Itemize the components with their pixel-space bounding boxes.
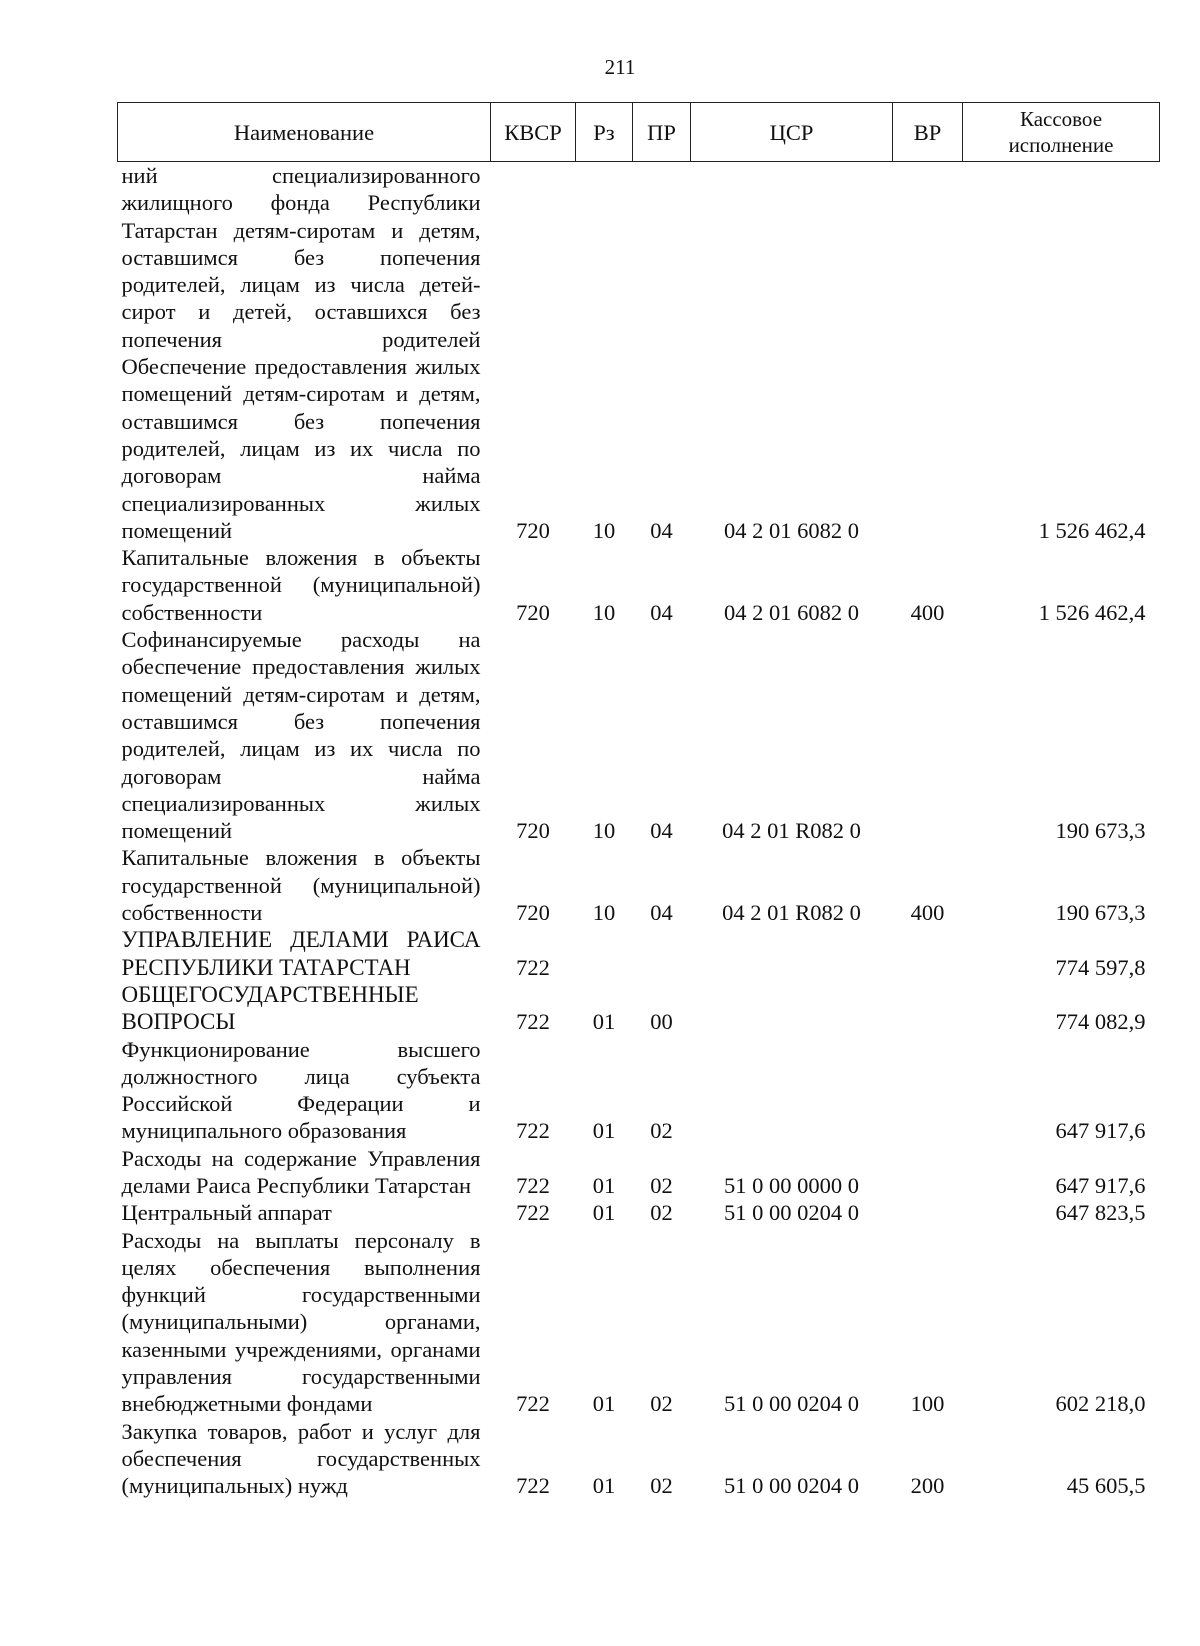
row-sum-cell: 45 605,5 bbox=[1066, 1473, 1146, 1499]
row-rz-cell: 01 bbox=[592, 1009, 616, 1035]
row-vr-cell bbox=[893, 1199, 963, 1226]
row-name-cell: ОБЩЕГОСУДАРСТВЕННЫЕ ВОПРОСЫ bbox=[121, 981, 419, 1035]
table-row bbox=[118, 353, 1160, 544]
row-vr-cell bbox=[893, 1036, 963, 1145]
row-name-cell: Расходы на выплаты персоналу в целях обеспечения выполнения функций государственными (муниципальными) органами, казенными учреждениями, органами управления государственными внебюджетными фондами bbox=[121, 1227, 481, 1417]
table-row bbox=[118, 1418, 1160, 1500]
row-rz-cell: 01 bbox=[592, 1473, 616, 1499]
row-vr-cell bbox=[893, 353, 963, 544]
row-vr-cell bbox=[893, 981, 963, 1036]
row-csr-cell: 51 0 00 0204 0 bbox=[724, 1200, 859, 1226]
row-kvsr-cell: 720 bbox=[516, 517, 550, 543]
row-name-cell: УПРАВЛЕНИЕ ДЕЛАМИ РАИСА РЕСПУБЛИКИ ТАТАРСТАН bbox=[121, 927, 481, 980]
table-row bbox=[118, 981, 1160, 1036]
row-name-cell: Функционирование высшего должностного лица субъекта Российской Федерации и муниципального образования bbox=[121, 1036, 481, 1144]
table-row bbox=[118, 1145, 1160, 1200]
row-rz-cell: 01 bbox=[592, 1200, 616, 1226]
row-pr-cell: 04 bbox=[650, 900, 673, 926]
row-name-cell: ний специализированного жилищного фонда Республики Татарстан детям-сиротам и детям, оставшимся без попечения родителей, лицам из числа детей-сирот и детей, оставшихся без попечения родителей bbox=[121, 163, 481, 352]
row-kvsr-cell: 720 bbox=[516, 599, 550, 625]
row-kvsr-cell: 722 bbox=[516, 954, 550, 980]
row-pr-cell bbox=[633, 162, 691, 354]
row-csr-cell: 04 2 01 6082 0 bbox=[724, 517, 859, 543]
row-rz-cell: 10 bbox=[592, 818, 616, 844]
row-rz-cell bbox=[576, 162, 633, 354]
row-kvsr-cell: 720 bbox=[516, 818, 550, 844]
row-csr-cell: 51 0 00 0204 0 bbox=[724, 1391, 859, 1417]
row-kvsr-cell: 722 bbox=[516, 1391, 550, 1417]
row-csr-cell: 51 0 00 0000 0 bbox=[724, 1172, 859, 1198]
row-csr-cell bbox=[691, 981, 893, 1036]
row-vr-cell bbox=[893, 626, 963, 844]
row-name-cell: Закупка товаров, работ и услуг для обеспечения государственных (муниципальных) нужд bbox=[121, 1418, 481, 1499]
header-vr: ВР bbox=[893, 103, 963, 162]
header-name: Наименование bbox=[118, 103, 491, 162]
row-sum-cell: 647 917,6 bbox=[1055, 1118, 1146, 1144]
row-pr-cell: 00 bbox=[650, 1009, 673, 1035]
row-sum-cell: 647 917,6 bbox=[1055, 1172, 1146, 1198]
header-cash-execution: Кассовое исполнение bbox=[963, 103, 1160, 162]
row-pr-cell bbox=[633, 926, 691, 981]
row-vr-cell: 200 bbox=[910, 1473, 945, 1499]
budget-table bbox=[117, 102, 1160, 1500]
row-rz-cell: 10 bbox=[592, 900, 616, 926]
header-kvsr: КВСР bbox=[491, 103, 576, 162]
row-vr-cell: 400 bbox=[910, 599, 945, 625]
row-rz-cell: 01 bbox=[592, 1118, 616, 1144]
table-header-row bbox=[118, 103, 1160, 162]
page-number: 211 bbox=[604, 55, 636, 79]
table-row bbox=[118, 1199, 1160, 1226]
row-csr-cell: 51 0 00 0204 0 bbox=[724, 1473, 859, 1499]
header-csr: ЦСР bbox=[691, 103, 893, 162]
row-rz-cell: 10 bbox=[592, 599, 616, 625]
row-pr-cell: 04 bbox=[650, 517, 673, 543]
row-pr-cell: 04 bbox=[650, 818, 673, 844]
table-row bbox=[118, 844, 1160, 926]
table-row bbox=[118, 162, 1160, 354]
row-pr-cell: 04 bbox=[650, 599, 673, 625]
row-name-cell: Капитальные вложения в объекты государственной (муниципальной) собственности bbox=[121, 545, 481, 625]
row-csr-cell bbox=[691, 1036, 893, 1145]
row-pr-cell: 02 bbox=[650, 1473, 673, 1499]
row-sum-cell: 774 082,9 bbox=[1055, 1009, 1146, 1035]
row-name-cell: Капитальные вложения в объекты государственной (муниципальной) собственности bbox=[121, 845, 481, 926]
row-sum-cell: 1 526 462,4 bbox=[1038, 599, 1146, 625]
row-vr-cell bbox=[893, 1145, 963, 1200]
row-sum-cell: 647 823,5 bbox=[1055, 1200, 1146, 1226]
row-sum-cell: 1 526 462,4 bbox=[1038, 517, 1146, 543]
row-vr-cell: 400 bbox=[910, 900, 945, 926]
row-kvsr-cell: 722 bbox=[516, 1009, 550, 1035]
row-kvsr-cell: 722 bbox=[516, 1200, 550, 1226]
row-rz-cell: 01 bbox=[592, 1391, 616, 1417]
table-row bbox=[118, 544, 1160, 626]
table-row bbox=[118, 626, 1160, 844]
row-rz-cell: 01 bbox=[592, 1172, 616, 1198]
header-pr: ПР bbox=[633, 103, 691, 162]
row-pr-cell: 02 bbox=[650, 1118, 673, 1144]
row-rz-cell bbox=[576, 926, 633, 981]
row-kvsr-cell: 722 bbox=[516, 1473, 550, 1499]
row-pr-cell: 02 bbox=[650, 1200, 673, 1226]
row-csr-cell bbox=[691, 926, 893, 981]
row-kvsr-cell: 722 bbox=[516, 1172, 550, 1198]
table-row bbox=[118, 926, 1160, 981]
row-pr-cell: 02 bbox=[650, 1172, 673, 1198]
row-name-cell: Обеспечение предоставления жилых помещений детям-сиротам и детям, оставшимся без попечения родителей, лицам из их числа по договорам найма специализированных жилых помещений bbox=[121, 354, 481, 543]
row-csr-cell: 04 2 01 R082 0 bbox=[722, 900, 861, 926]
row-kvsr-cell: 720 bbox=[516, 900, 550, 926]
table-row bbox=[118, 1036, 1160, 1145]
row-csr-cell bbox=[691, 162, 893, 354]
table-body bbox=[118, 162, 1160, 1500]
row-name-cell: Расходы на содержание Управления делами Раиса Республики Татарстан bbox=[121, 1145, 481, 1198]
row-sum-cell: 190 673,3 bbox=[1055, 818, 1146, 844]
row-csr-cell: 04 2 01 R082 0 bbox=[722, 818, 861, 844]
row-name-cell: Центральный аппарат bbox=[121, 1200, 332, 1226]
row-sum-cell: 774 597,8 bbox=[1055, 954, 1146, 980]
row-sum-cell bbox=[963, 162, 1160, 354]
row-pr-cell: 02 bbox=[650, 1391, 673, 1417]
row-rz-cell: 10 bbox=[592, 517, 616, 543]
row-vr-cell: 100 bbox=[910, 1391, 945, 1417]
row-csr-cell: 04 2 01 6082 0 bbox=[724, 599, 859, 625]
row-sum-cell: 190 673,3 bbox=[1055, 900, 1146, 926]
row-kvsr-cell bbox=[491, 162, 576, 354]
row-sum-cell: 602 218,0 bbox=[1055, 1391, 1146, 1417]
row-vr-cell bbox=[893, 926, 963, 981]
row-vr-cell bbox=[893, 162, 963, 354]
header-rz: Рз bbox=[576, 103, 633, 162]
table-row bbox=[118, 1227, 1160, 1418]
row-kvsr-cell: 722 bbox=[516, 1118, 550, 1144]
row-name-cell: Софинансируемые расходы на обеспечение предоставления жилых помещений детям-сиротам и детям, оставшимся без попечения родителей, лицам из их числа по договорам найма специализированных жилых помещений bbox=[121, 627, 481, 844]
